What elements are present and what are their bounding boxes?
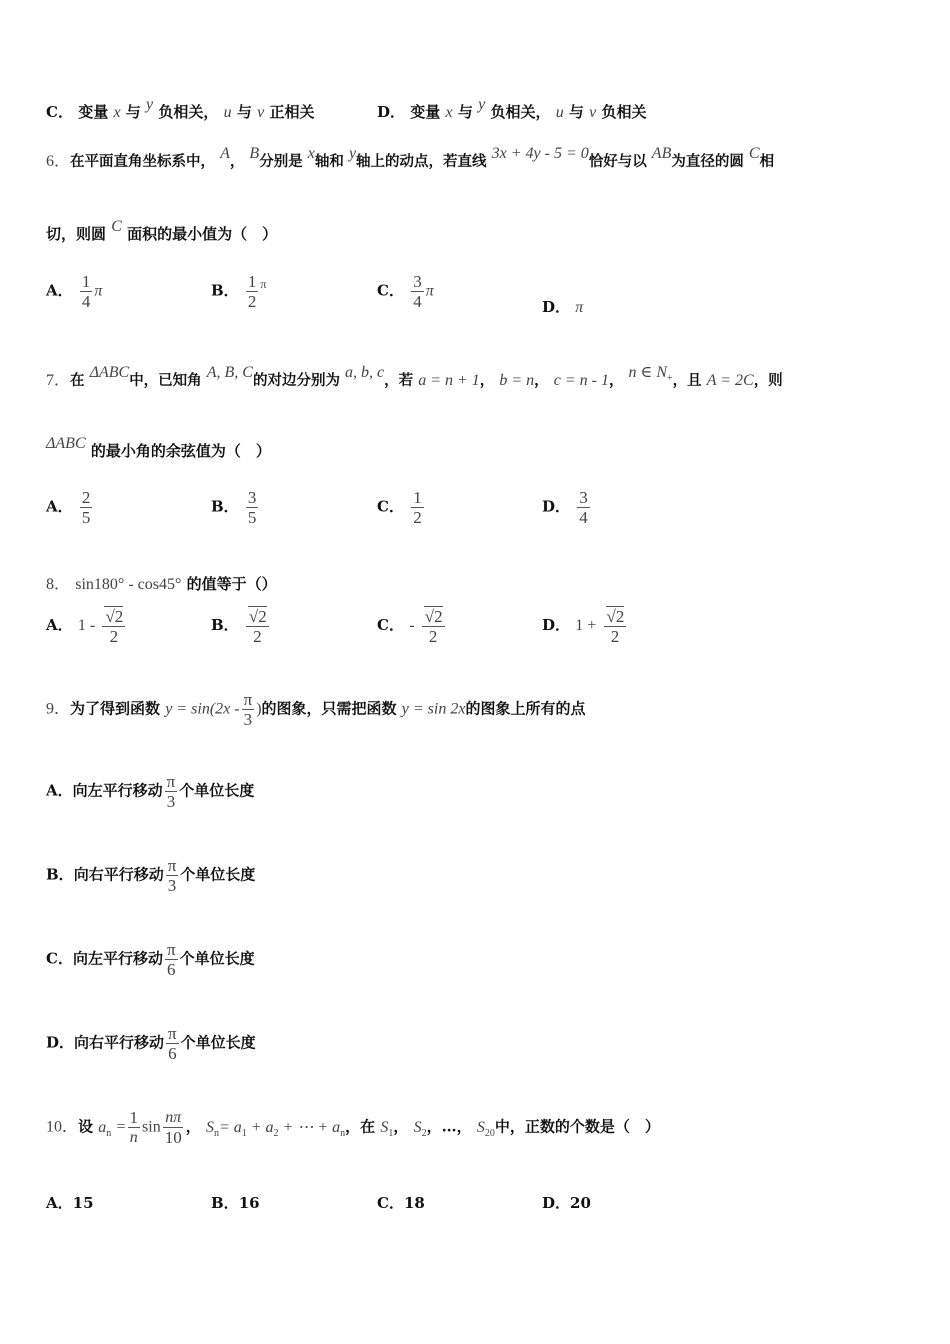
q10-option-c [377,1192,425,1213]
option-label: D． [542,1194,571,1212]
math-var: y [478,96,486,113]
stem-text: 轴上的动点，若直线 [356,153,487,170]
stem-text: 的图象上所有的点 [465,699,586,718]
math-function: y = sin(2x - [165,700,240,718]
stem-text: 切，则圆 [46,225,107,243]
subscript: 20 [484,1127,495,1139]
q7-option-d [542,488,592,527]
math-equals: = [116,1118,126,1136]
math-var: AB [651,145,672,162]
option-text: 正相关 [269,103,315,121]
numerator: π [167,856,177,875]
math-function: y = sin 2x [401,700,466,718]
subscript: 2 [421,1127,427,1139]
option-label: C． [46,103,73,121]
question-number: 6． [46,153,71,170]
option-label: C． [377,1194,404,1212]
stem-text: ，若 [384,372,414,389]
stem-text: 为了得到函数 [70,699,161,718]
denominator: 6 [167,960,176,979]
q5-option-d [377,96,647,122]
math-equation: 3x + 4y - 5 = 0 [491,145,589,162]
fraction [411,488,424,527]
option-value: 20 [570,1194,591,1212]
subscript: n [213,1127,219,1139]
stem-text: 相 [759,153,775,170]
subscript: 1 [388,1127,394,1139]
math-s20 [476,1118,495,1139]
math-var: x [307,145,315,162]
q10-option-b [211,1192,260,1213]
option-label: B． [46,865,74,884]
option-text: 变量 [78,103,109,121]
option-value: 15 [72,1194,94,1212]
denominator: 2 [413,508,422,527]
sqrt: √2 [105,607,124,626]
option-label: A． [46,1194,73,1212]
q8-option-c [377,606,447,646]
math-var: B [249,145,260,162]
stem-text: 的图象，只需把函数 [261,699,397,718]
math-prefix: 1 + [575,617,597,634]
stem-text: ，且 [672,372,702,389]
math-var: C [748,145,760,162]
stem-text: ，在 [345,1117,376,1136]
math-var: v [589,104,597,121]
math-sides: a, b, c [345,364,385,381]
q6-stem-line2 [46,218,278,244]
denominator: 3 [243,710,253,729]
fraction [165,940,178,979]
question-number: 10． [46,1118,79,1136]
stem-text: 在 [70,372,85,389]
stem-text: ， [185,1117,201,1136]
fraction [166,856,179,895]
denominator: 2 [247,292,257,311]
math-var: x [445,104,453,121]
math-prefix: 1 - [77,617,96,634]
stem-text: 中，已知角 [129,372,202,389]
numerator: π [166,940,176,959]
q9-option-c [46,940,255,979]
math-equation: A = 2C [706,372,754,389]
numerator: 1 [413,488,422,507]
pi-symbol: π [260,276,267,291]
option-text: 向左平行移动 [72,949,163,968]
math-var: u [555,104,564,121]
numerator: 1 [247,272,257,291]
numerator [422,606,445,627]
option-text: 负相关， [490,103,551,121]
math-sin: sin [142,1118,161,1136]
fraction [411,272,424,311]
math-var: v [257,104,265,121]
option-text: 负相关 [601,103,647,121]
option-label: C． [377,281,404,300]
subscript: 2 [273,1127,279,1139]
fraction [165,772,178,811]
pi-symbol: π [575,299,584,316]
math-term: + a [246,1118,274,1136]
set-subscript: + [667,373,673,384]
fraction [80,272,93,311]
denominator: 3 [166,792,176,811]
stem-text: ，则 [753,372,783,389]
numerator: 3 [413,272,422,291]
q9-option-b [46,856,255,895]
math-var: y [348,145,357,162]
option-label: A． [46,497,73,516]
math-equation: b = n [499,372,535,389]
fraction [246,488,259,527]
fraction [246,272,259,311]
option-label: C． [46,949,73,968]
option-label: D． [377,103,406,121]
sqrt: √2 [424,607,443,626]
option-label: C． [377,616,404,634]
math-angles: A, B, C [206,364,253,381]
sqrt: √2 [248,607,267,626]
numerator [102,606,125,627]
fraction [246,606,269,646]
q7-stem-line2 [46,435,271,461]
math-triangle: ΔABC [46,435,86,452]
math-equation: c = n - 1 [553,372,609,389]
option-label: B． [211,497,239,516]
fraction [166,1024,179,1063]
stem-text: ，…， [426,1117,472,1136]
q10-option-a [46,1192,94,1213]
math-sum [205,1118,346,1139]
math-paren: ) [256,700,262,718]
option-label: D． [542,298,571,316]
math-var: x [113,104,121,121]
stem-text: 面积的最小值为（ ） [127,225,278,243]
option-label: A． [46,781,73,800]
math-var: S [380,1118,389,1136]
math-term: = a [218,1118,242,1136]
q7-option-a [46,488,94,527]
option-text: 负相关， [158,103,219,121]
set-text: n ∈ N [628,364,668,381]
math-var: y [146,96,154,113]
math-var: S [413,1118,422,1136]
fraction [80,488,93,527]
fraction [422,606,445,646]
stem-text: 的最小角的余弦值为（ ） [90,442,271,460]
numerator: 3 [579,488,588,507]
option-label: D． [542,497,571,516]
q9-option-a [46,772,254,811]
denominator: 4 [81,292,91,311]
q8-option-b [211,606,271,646]
q6-stem-line1 [46,145,775,171]
numerator: π [166,772,176,791]
option-text: 与 [236,103,252,121]
option-label: A． [46,281,73,300]
option-label: B． [211,616,239,634]
math-term: + ⋯ + a [278,1118,341,1136]
option-text: 个单位长度 [180,1033,256,1052]
question-number: 8． [46,576,71,593]
q5-option-c [46,96,315,122]
stem-text: 为直径的圆 [671,153,744,170]
q6-option-c [377,272,434,311]
math-var: C [111,218,122,235]
denominator: 2 [109,627,119,646]
numerator: π [168,1024,177,1043]
fraction [128,1108,141,1147]
numerator: π [243,690,253,709]
denominator: 5 [81,508,91,527]
math-var: u [223,104,232,121]
math-var: S [476,1118,485,1136]
numerator: 2 [81,488,91,507]
numerator: 1 [129,1108,139,1127]
stem-text: 中，正数的个数是（ ） [494,1117,660,1136]
pi-symbol: π [425,282,434,300]
option-value: 16 [238,1194,260,1212]
math-an [98,1118,112,1139]
denominator: 4 [579,508,588,527]
q8-option-a [46,606,127,646]
stem-text: 分别是 [259,153,303,170]
option-text: 个单位长度 [179,949,255,968]
math-triangle: ΔABC [89,364,130,381]
denominator: 2 [253,627,262,646]
stem-text: 恰好与以 [588,153,647,170]
fraction [163,1108,184,1147]
q9-stem [46,690,585,729]
stem-text: 设 [78,1117,94,1136]
q6-option-d [542,296,583,317]
denominator: 6 [168,1044,177,1063]
denominator: 5 [247,508,257,527]
option-text: 向右平行移动 [73,865,164,884]
math-s2 [413,1118,427,1139]
q6-option-b [211,272,266,311]
q10-option-d [542,1192,591,1213]
fraction [577,488,590,527]
numerator [604,606,627,627]
math-expression: sin180° - cos45° [75,576,182,593]
fraction [242,690,255,729]
q9-option-d [46,1024,256,1063]
option-text: 与 [457,103,473,121]
denominator: 3 [167,876,177,895]
option-text: 个单位长度 [180,865,256,884]
stem-text: 的值等于（） [186,575,277,593]
option-label: D． [46,1033,75,1052]
denominator: 4 [413,292,422,311]
option-label: D． [542,616,571,634]
fraction [604,606,627,646]
pi-symbol: π [94,282,103,300]
denominator: 10 [164,1128,182,1147]
option-label: C． [377,497,404,516]
math-var: A [220,145,230,162]
subscript: 1 [241,1127,247,1139]
stem-text: 轴和 [314,153,344,170]
math-equation: a = n + 1 [418,372,480,389]
math-var: S [205,1118,214,1136]
math-prefix: - [409,617,415,634]
numerator: nπ [165,1109,182,1126]
option-text: 与 [568,103,584,121]
q6-option-a [46,272,102,311]
denominator: 2 [610,627,620,646]
math-var: a [98,1118,107,1136]
numerator [246,606,269,627]
numerator: 1 [81,272,91,291]
q7-option-b [211,488,260,527]
math-set [628,364,673,384]
math-s1 [380,1118,394,1139]
option-text: 向左平行移动 [72,781,163,800]
option-value: 18 [403,1194,425,1212]
denominator: n [129,1129,138,1146]
option-label: B． [211,281,239,300]
fraction [102,606,125,646]
sqrt: √2 [606,607,625,626]
numerator: 3 [247,488,257,507]
stem-text: 的对边分别为 [252,372,340,389]
stem-text: 在平面直角坐标系中， [70,153,216,170]
denominator: 2 [428,627,438,646]
q7-option-c [377,488,426,527]
option-label: B． [211,1194,239,1212]
stem-text: ， [229,153,245,170]
q7-stem-line1: 7．在 ΔABC中，已知角 A, B, C的对边分别为 a, b, c，若 a = n + 1， b = n， c = n - 1， n ∈ $N_+$，且 A = 2C，则 [46,364,783,389]
option-text: 变量 [410,103,441,121]
q10-stem: 10．设 $a_n$ = $\frac{1}{n}$ sin $\frac{n\pi}{10}$ ， $S_n= a_1 + a_2$ + ⋯ + $a_n$，在 $S_1$， $S_2$，…， $S_{20}$中，正数的个数是（ ） [46,1108,660,1147]
option-text: 个单位长度 [179,781,255,800]
option-text: 与 [125,103,141,121]
subscript: n [340,1127,346,1139]
q8-option-d [542,606,628,646]
subscript: n [106,1127,112,1139]
option-label: A． [46,616,73,634]
question-number: 9． [46,700,71,718]
option-text: 向右平行移动 [74,1033,165,1052]
q8-stem [46,571,277,594]
question-number: 7． [46,372,71,389]
